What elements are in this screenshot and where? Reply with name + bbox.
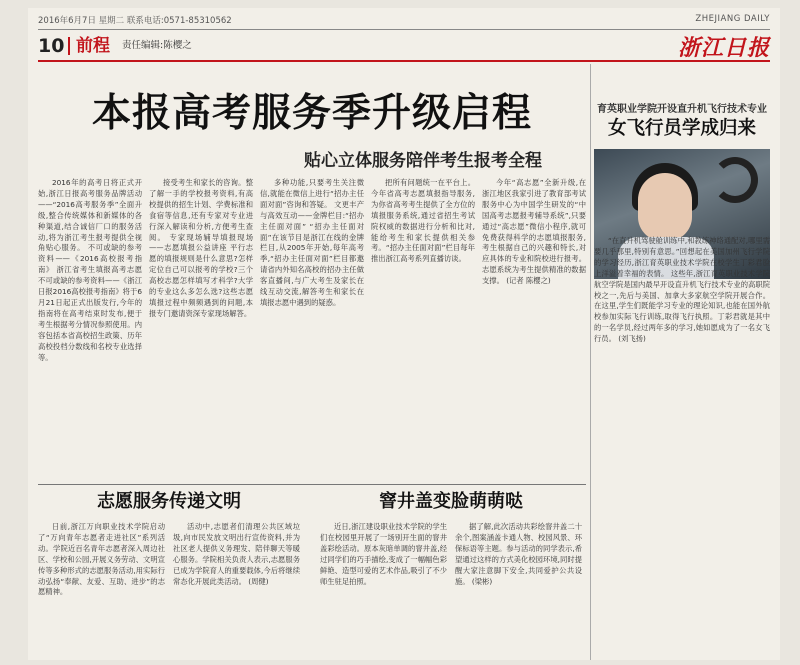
editor-credit: 责任编辑:陈樱之 <box>122 40 192 51</box>
sidebar-kicker: 育英职业学院开设直升机飞行技术专业 <box>597 104 767 115</box>
sidebar-text: “在直升机驾驶舱训练中,和教练神络通配对,哪里需要几乎那里,特别有意思。”回想起在美国加州飞行学院的学习经历,浙江育英职业技术学院在校学生丁彩君脸上洋溢着幸福的表情。 这些年,浙江育英职业技术学院航空学院是国内最早开设直升机飞行技术专业的高职院校之一,先后与美国、加拿大多家航空学院开展合作。在这里,学生们既能学习专业的理论知识,也能在国外航校参加实际飞行训练,取得飞行执照。丁彩君就是其中的一名学员,经过两年多的学习,她如愿成为了一名女飞行员。 (刘飞扬) <box>594 236 770 344</box>
top-rule <box>38 29 770 30</box>
story-volunteer <box>38 490 300 660</box>
sidebar-story <box>594 64 770 660</box>
story-text: 活动中,志愿者们清理公共区域垃圾,向市民发放文明出行宣传资料,并为社区老人提供义务理发、陪伴聊天等暖心服务。学院相关负责人表示,志愿服务已成为学院育人的重要载体,今后将继续常态化开展此类活动。 (周健) <box>173 522 300 586</box>
lead-column <box>482 178 586 481</box>
lead-column-text: 今年“高志愿”全新升级,在浙江地区我家引进了教育部考试服务中心为中国学生研发的“中国高考志愿报考辅导系统”,只要通过“高志愿”微信小程序,就可免费获得科学的志愿填报服务,考生根据自己的兴趣和特长,对应具体的专业和院校进行报考。志愿系统为考生提供精准的数据支撑。 (记者 陈樱之) <box>482 178 586 286</box>
page-header <box>38 34 770 61</box>
story-title: 窨井盖变脸萌萌哒 <box>379 491 523 512</box>
lead-column-text: 把所有问题统一在平台上。今年省高考志愿填报指导服务,为你省高考考生提供了全方位的填报服务系统,通过省招生考试院权威的数据进行分析和比对,能给考生和家长提供相关参考。“招办主任面对面”栏目每年推出浙江高考系列直播访谈。 <box>371 178 475 264</box>
header-bar <box>68 37 70 55</box>
story-text: 据了解,此次活动共彩绘窨井盖二十余个,图案涵盖卡通人物、校园风景、环保标语等主题。参与活动的同学表示,希望通过这样的方式美化校园环境,同时提醒大家注意脚下安全,共同爱护公共设施。 (梁彬) <box>455 522 582 586</box>
story-title: 志愿服务传递文明 <box>97 491 241 512</box>
lead-column-text: 2016年的高考日将正式开始,浙江日报高考服务品牌活动——“2016高考服务季”全面升级,整合传统媒体和新媒体的各种渠道,结合诚信厂口的服务活动,将为浙江考生报考提供全视角贴心服务。 不可或缺的参考资料——《2016高校报考指南》 浙江省考生填报高考志愿不可或缺的参考资料——《浙江日报2016高校报考指南》将于6月21日起正式出版发行,今年的指南将在高考结束时发布,便于考生根据考分情况参照使用。内容包括本省高校招生政策、历年高校投档分数线和名校专业选择等。 <box>38 178 142 362</box>
story-text: 近日,浙江建设职业技术学院的学生们在校园里开展了一场别开生面的窨井盖彩绘活动。原本灰暗单调的窨井盖,经过同学们的巧手描绘,变成了一幅幅色彩鲜艳、造型可爱的艺术作品,吸引了不少师生驻足拍照。 <box>320 522 447 586</box>
story-manhole <box>320 490 582 660</box>
photo-face-shape <box>638 173 692 241</box>
headset-icon <box>712 157 758 203</box>
lead-column-text: 接受考生和家长的咨询。整了解一手的学校报考资料,有高校提供的招生计划、学费标准和食宿等信息,还有专家对专业进行深入解读和分析,方便考生查阅。 专家现场辅导填报现场——志愿填报公益讲座 平行志愿的填报规则是什么意思?怎样定位自己可以报考的学校?三个高校志愿怎样填写才科学?大学的专业这么多怎么选?这些志愿填报过程中频频遇到的问题,本报专门邀请资深专家现场解答。 <box>149 178 253 318</box>
lead-subhead: 贴心立体服务陪伴考生报考全程 <box>304 151 542 171</box>
lead-headline: 本报高考服务季升级启程 <box>91 91 532 136</box>
lead-column-text: 多种功能,只要考生关注微信,就能在微信上进行“招办主任面对面”咨询和答疑。 文更丰产与高效互动——金牌栏目:“招办主任面对面” “招办主任面对面”在该节目是浙江在线的金牌栏目,从2005年开始,每年高考季,“招办主任面对面”栏目都邀请省内外知名高校的招办主任做客直播间,与广大考生及家长在线互动交流,解答考生和家长在填报志愿中遇到的疑惑。 <box>260 178 364 307</box>
sidebar-title: 女飞行员学成归来 <box>607 118 756 139</box>
lead-column <box>371 178 475 481</box>
section-divider <box>38 484 586 485</box>
newspaper-page <box>28 8 780 660</box>
dateline: 2016年6月7日 星期二 联系电话:0571-85310562 <box>38 16 232 26</box>
newspaper-logo: 浙江日报 <box>677 35 770 61</box>
lead-column <box>149 178 253 481</box>
story-text: 日前,浙江万向职业技术学院启动了“万向青年志愿者走进社区”系列活动。学院近百名青年志愿者深入周边社区、学校和公园,开展义务劳动、文明宣传等多种形式的志愿服务活动,用实际行动弘扬“奉献、友爱、互助、进步”的志愿精神。 <box>38 522 165 597</box>
sidebar-body <box>594 236 770 660</box>
section-title: 前程 <box>76 36 110 56</box>
lead-story <box>38 64 586 481</box>
lead-column <box>260 178 364 481</box>
paper-name-en: ZHEJIANG DAILY <box>695 14 770 24</box>
header-rule <box>38 60 770 62</box>
lead-column <box>38 178 142 481</box>
column-separator <box>590 64 591 660</box>
page-number: 10 <box>38 35 65 57</box>
lead-body <box>38 178 586 481</box>
